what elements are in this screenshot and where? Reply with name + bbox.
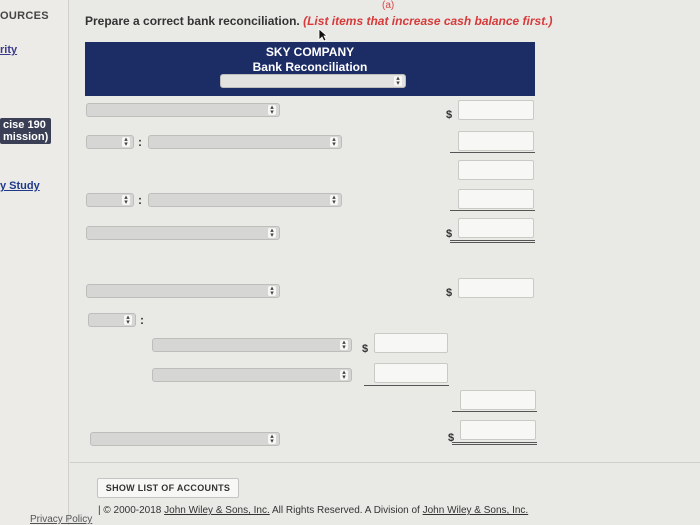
dropdown-arrows-icon: ▴ ▾ xyxy=(122,195,130,205)
reconciliation-header xyxy=(85,42,535,96)
copyright-prefix: © 2000-2018 xyxy=(103,505,162,516)
amount-input-8[interactable] xyxy=(374,333,448,353)
account-dropdown-1[interactable] xyxy=(86,103,280,117)
dropdown-arrows-icon: ▴ ▾ xyxy=(124,315,132,325)
dropdown-arrows-icon: ▴ ▾ xyxy=(394,76,402,86)
prefix-dropdown-7[interactable] xyxy=(88,313,136,327)
privacy-policy-link[interactable] xyxy=(30,514,92,525)
rights-text: All Rights Reserved. A Division of xyxy=(271,505,420,516)
privacy-label: Privacy Policy xyxy=(30,514,93,525)
footer-separator: | xyxy=(98,505,101,516)
amount-input-10[interactable] xyxy=(460,390,536,410)
company-name: SKY COMPANY xyxy=(265,45,355,59)
amount-input-2[interactable] xyxy=(458,131,534,151)
subtotal-underline xyxy=(452,411,537,412)
dropdown-arrows-icon: ▴ ▾ xyxy=(330,137,338,147)
divider xyxy=(70,462,700,463)
dropdown-arrows-icon: ▴ ▾ xyxy=(268,286,276,296)
account-dropdown-6[interactable] xyxy=(86,284,280,298)
colon-separator: : xyxy=(138,135,142,149)
amount-input-6[interactable] xyxy=(458,278,534,298)
dollar-sign: $ xyxy=(362,343,369,355)
subtotal-underline xyxy=(364,385,449,386)
sidebar-badge-line1: cise 190 xyxy=(3,119,46,131)
subtotal-underline xyxy=(450,152,535,153)
show-list-of-accounts-button[interactable]: SHOW LIST OF ACCOUNTS xyxy=(97,478,239,498)
amount-input-3[interactable] xyxy=(458,160,534,180)
dollar-sign: $ xyxy=(446,228,453,240)
left-sidebar xyxy=(0,0,69,525)
amount-input-9[interactable] xyxy=(374,363,448,383)
prefix-dropdown-4[interactable] xyxy=(86,193,134,207)
amount-input-5[interactable] xyxy=(458,218,534,238)
amount-input-11[interactable] xyxy=(460,420,536,440)
part-marker: (a) xyxy=(382,0,395,11)
date-dropdown[interactable] xyxy=(220,74,406,88)
amount-input-1[interactable] xyxy=(458,100,534,120)
footer-copyright xyxy=(98,505,528,516)
dropdown-arrows-icon: ▴ ▾ xyxy=(268,228,276,238)
dropdown-arrows-icon: ▴ ▾ xyxy=(268,105,276,115)
dropdown-arrows-icon: ▴ ▾ xyxy=(330,195,338,205)
account-dropdown-5[interactable] xyxy=(86,226,280,240)
account-dropdown-8[interactable] xyxy=(152,338,352,352)
sidebar-exercise-badge[interactable] xyxy=(0,118,51,144)
company-link[interactable]: John Wiley & Sons, Inc. xyxy=(164,505,270,516)
company-link-2[interactable]: John Wiley & Sons, Inc. xyxy=(422,505,529,516)
dropdown-arrows-icon: ▴ ▾ xyxy=(340,340,348,350)
account-dropdown-2[interactable] xyxy=(148,135,342,149)
sidebar-resources-label: OURCES xyxy=(0,10,49,22)
sidebar-link[interactable]: rity xyxy=(0,44,18,56)
amount-input-4[interactable] xyxy=(458,189,534,209)
account-dropdown-4[interactable] xyxy=(148,193,342,207)
dropdown-arrows-icon: ▴ ▾ xyxy=(340,370,348,380)
instruction-text xyxy=(85,14,553,28)
main-panel xyxy=(70,0,700,525)
account-dropdown-9[interactable] xyxy=(152,368,352,382)
colon-separator: : xyxy=(138,193,142,207)
sidebar-badge-line2: mission) xyxy=(3,131,49,143)
prefix-dropdown-2[interactable] xyxy=(86,135,134,149)
subtotal-underline xyxy=(450,210,535,211)
instruction-main: Prepare a correct bank reconciliation. xyxy=(85,14,300,28)
dropdown-arrows-icon: ▴ ▾ xyxy=(268,434,276,444)
total-double-underline xyxy=(450,240,535,243)
dropdown-arrows-icon: ▴ ▾ xyxy=(122,137,130,147)
colon-separator: : xyxy=(140,313,144,327)
statement-title: Bank Reconciliation xyxy=(252,60,368,74)
dollar-sign: $ xyxy=(448,432,455,444)
dollar-sign: $ xyxy=(446,109,453,121)
sidebar-study-link[interactable]: y Study xyxy=(0,180,40,192)
mouse-cursor-icon xyxy=(318,28,328,42)
instruction-note: (List items that increase cash balance first.) xyxy=(303,14,553,28)
dollar-sign: $ xyxy=(446,287,453,299)
total-double-underline xyxy=(452,442,537,445)
account-dropdown-11[interactable] xyxy=(90,432,280,446)
